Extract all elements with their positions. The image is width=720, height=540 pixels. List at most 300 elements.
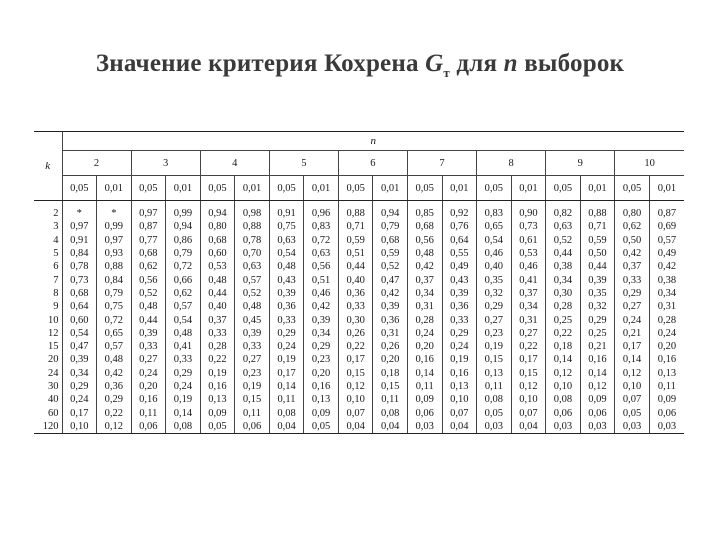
- table-cell: 0,48: [166, 327, 201, 340]
- table-cell: 0,29: [442, 327, 477, 340]
- table-cell: 0,13: [442, 380, 477, 393]
- table-cell: 0,42: [649, 260, 684, 273]
- table-cell: 0,40: [200, 300, 235, 313]
- table-cell: 0,48: [235, 300, 270, 313]
- table-cell: 0,91: [62, 234, 97, 247]
- table-cell: 0,29: [615, 287, 650, 300]
- n-value-header: 5: [269, 151, 338, 176]
- table-cell: 0,16: [442, 367, 477, 380]
- table-cell: 0,63: [546, 220, 581, 233]
- k-value: 5: [53, 248, 59, 260]
- table-cell: 0,57: [97, 340, 132, 353]
- k-value: 6: [53, 261, 59, 273]
- k-value: 120: [34, 420, 62, 434]
- table-cell: 0,19: [200, 367, 235, 380]
- alpha-header: 0,05: [338, 176, 373, 201]
- table-cell: 0,24: [62, 393, 97, 406]
- title-g-subscript: т: [443, 65, 450, 80]
- table-cell: 0,92: [442, 207, 477, 220]
- table-cell: 0,04: [511, 420, 546, 434]
- table-cell: 0,30: [546, 287, 581, 300]
- table-cell: 0,39: [235, 327, 270, 340]
- table-cell: 0,15: [338, 367, 373, 380]
- table-cell: 0,87: [131, 220, 166, 233]
- table-cell: 0,63: [304, 247, 339, 260]
- table-cell: 0,24: [131, 367, 166, 380]
- table-cell: 0,22: [338, 340, 373, 353]
- table-cell: 0,28: [200, 340, 235, 353]
- table-cell: 0,13: [304, 393, 339, 406]
- table-cell: 0,06: [649, 406, 684, 419]
- table-cell: 0,36: [373, 313, 408, 326]
- table-cell: 0,75: [97, 300, 132, 313]
- table-cell: 0,59: [580, 234, 615, 247]
- table-cell: 0,16: [580, 353, 615, 366]
- table-cell: 0,87: [649, 207, 684, 220]
- table-cell: 0,62: [166, 287, 201, 300]
- table-cell: 0,70: [235, 247, 270, 260]
- table-cell: 0,08: [373, 406, 408, 419]
- table-cell: 0,31: [511, 313, 546, 326]
- alpha-header: 0,01: [511, 176, 546, 201]
- table-cell: 0,24: [269, 340, 304, 353]
- table-row: [34, 327, 684, 340]
- table-cell: 0,97: [62, 220, 97, 233]
- table-cell: 0,38: [546, 260, 581, 273]
- k-value: 40: [48, 394, 59, 406]
- table-cell: 0,06: [235, 420, 270, 434]
- table-cell: 0,03: [407, 420, 442, 434]
- table-cell: 0,73: [62, 273, 97, 286]
- table-row: [34, 353, 684, 366]
- table-cell: 0,03: [649, 420, 684, 434]
- table-cell: 0,51: [304, 273, 339, 286]
- table-cell: 0,83: [304, 220, 339, 233]
- table-cell: 0,37: [407, 273, 442, 286]
- table-cell: 0,49: [649, 247, 684, 260]
- cochran-table: [34, 131, 684, 434]
- table-cell: 0,47: [373, 273, 408, 286]
- table-row: [34, 340, 684, 353]
- table-cell: 0,39: [580, 273, 615, 286]
- table-cell: 0,19: [477, 340, 512, 353]
- table-cell: 0,65: [97, 327, 132, 340]
- table-cell: 0,27: [477, 313, 512, 326]
- table-cell: 0,82: [546, 207, 581, 220]
- table-cell: 0,57: [166, 300, 201, 313]
- k-header: k: [34, 132, 62, 201]
- table-cell: 0,90: [511, 207, 546, 220]
- table-cell: 0,06: [131, 420, 166, 434]
- alpha-header: 0,05: [269, 176, 304, 201]
- table-cell: 0,23: [477, 327, 512, 340]
- table-row: [34, 247, 684, 260]
- alpha-header: 0,01: [166, 176, 201, 201]
- table-cell: 0,16: [304, 380, 339, 393]
- table-cell: 0,25: [546, 313, 581, 326]
- alpha-header: 0,01: [97, 176, 132, 201]
- table-cell: 0,79: [97, 287, 132, 300]
- table-cell: 0,16: [200, 380, 235, 393]
- table-cell: 0,72: [97, 313, 132, 326]
- table-cell: 0,33: [166, 353, 201, 366]
- n-header: n: [62, 132, 684, 151]
- alpha-header: 0,05: [477, 176, 512, 201]
- table-cell: 0,10: [442, 393, 477, 406]
- table-cell: 0,14: [546, 353, 581, 366]
- table-cell: *: [97, 207, 132, 220]
- table-cell: 0,39: [269, 287, 304, 300]
- table-cell: 0,03: [546, 420, 581, 434]
- table-cell: 0,32: [477, 287, 512, 300]
- table-cell: 0,14: [407, 367, 442, 380]
- table-cell: 0,86: [166, 234, 201, 247]
- table-cell: 0,34: [649, 287, 684, 300]
- k-value: 15: [48, 341, 59, 353]
- table-cell: 0,12: [580, 380, 615, 393]
- page-title: [0, 50, 720, 81]
- table-cell: 0,10: [62, 420, 97, 434]
- table-cell: 0,94: [373, 207, 408, 220]
- table-cell: 0,24: [615, 313, 650, 326]
- table-cell: 0,34: [407, 287, 442, 300]
- table-cell: 0,37: [200, 313, 235, 326]
- table-row: [34, 260, 684, 273]
- table-cell: 0,88: [235, 220, 270, 233]
- table-cell: 0,20: [373, 353, 408, 366]
- table-cell: 0,14: [580, 367, 615, 380]
- table-cell: 0,29: [304, 340, 339, 353]
- table-cell: 0,54: [166, 313, 201, 326]
- table-cell: 0,35: [580, 287, 615, 300]
- table-row: [34, 220, 684, 233]
- table-cell: 0,31: [649, 300, 684, 313]
- k-value: 4: [53, 234, 59, 246]
- table-cell: 0,16: [649, 353, 684, 366]
- table-cell: 0,22: [200, 353, 235, 366]
- table-cell: 0,50: [580, 247, 615, 260]
- table-cell: 0,29: [580, 313, 615, 326]
- table-cell: 0,29: [477, 300, 512, 313]
- table-cell: 0,83: [477, 207, 512, 220]
- table-cell: 0,79: [373, 220, 408, 233]
- table-cell: 0,41: [511, 273, 546, 286]
- table-cell: 0,29: [97, 393, 132, 406]
- n-value-header: 8: [477, 151, 546, 176]
- table-cell: 0,22: [511, 340, 546, 353]
- table-cell: 0,24: [407, 327, 442, 340]
- k-value: 2: [53, 208, 59, 220]
- table-cell: 0,26: [338, 327, 373, 340]
- table-cell: 0,49: [442, 260, 477, 273]
- table-cell: 0,31: [407, 300, 442, 313]
- table-cell: 0,09: [200, 406, 235, 419]
- table-cell: 0,11: [649, 380, 684, 393]
- table-cell: 0,25: [580, 327, 615, 340]
- table-cell: 0,72: [304, 234, 339, 247]
- table-row: [34, 420, 684, 434]
- table-cell: 0,40: [338, 273, 373, 286]
- table-cell: 0,11: [269, 393, 304, 406]
- table-cell: 0,07: [338, 406, 373, 419]
- table-cell: 0,06: [546, 406, 581, 419]
- table-cell: 0,63: [235, 260, 270, 273]
- title-prefix: Значение критерия Кохрена: [95, 50, 426, 77]
- table-cell: 0,20: [407, 340, 442, 353]
- table-cell: 0,09: [580, 393, 615, 406]
- table-cell: 0,77: [131, 234, 166, 247]
- table-row: [34, 207, 684, 220]
- table-cell: 0,09: [407, 393, 442, 406]
- table-cell: 0,68: [373, 234, 408, 247]
- table-cell: 0,37: [511, 287, 546, 300]
- table-cell: 0,97: [97, 234, 132, 247]
- table-cell: 0,88: [97, 260, 132, 273]
- table-cell: 0,56: [407, 234, 442, 247]
- table-cell: 0,26: [373, 340, 408, 353]
- header-row-n: [34, 132, 684, 151]
- k-value: 24: [48, 367, 59, 379]
- table-cell: 0,52: [235, 287, 270, 300]
- table-cell: 0,47: [62, 340, 97, 353]
- table-cell: 0,48: [97, 353, 132, 366]
- table-cell: 0,28: [407, 313, 442, 326]
- table-row: [34, 406, 684, 419]
- table-cell: 0,03: [477, 420, 512, 434]
- table-cell: 0,78: [235, 234, 270, 247]
- table-cell: 0,44: [200, 287, 235, 300]
- table-cell: 0,94: [200, 207, 235, 220]
- table-cell: 0,14: [166, 406, 201, 419]
- alpha-header: 0,05: [407, 176, 442, 201]
- title-suffix-pre: для: [449, 50, 504, 77]
- table-cell: 0,80: [615, 207, 650, 220]
- table-cell: 0,17: [615, 340, 650, 353]
- table-cell: 0,15: [235, 393, 270, 406]
- table-cell: 0,54: [477, 234, 512, 247]
- table-cell: 0,18: [546, 340, 581, 353]
- table-cell: 0,19: [166, 393, 201, 406]
- k-value: 8: [53, 287, 59, 299]
- table-cell: 0,18: [373, 367, 408, 380]
- table-cell: 0,59: [373, 247, 408, 260]
- table-cell: 0,33: [338, 300, 373, 313]
- table-row: [34, 380, 684, 393]
- alpha-header: 0,01: [235, 176, 270, 201]
- table-cell: 0,96: [304, 207, 339, 220]
- table-cell: 0,60: [62, 313, 97, 326]
- table-cell: 0,33: [200, 327, 235, 340]
- table-cell: 0,60: [200, 247, 235, 260]
- table-cell: 0,11: [235, 406, 270, 419]
- alpha-header: 0,05: [200, 176, 235, 201]
- table-cell: 0,27: [511, 327, 546, 340]
- table-cell: 0,27: [615, 300, 650, 313]
- table-cell: 0,48: [269, 260, 304, 273]
- table-cell: 0,42: [304, 300, 339, 313]
- table-cell: 0,36: [338, 287, 373, 300]
- table-cell: 0,41: [166, 340, 201, 353]
- table-cell: 0,46: [511, 260, 546, 273]
- table-cell: 0,24: [442, 340, 477, 353]
- table-row: [34, 300, 684, 313]
- table-cell: 0,61: [511, 234, 546, 247]
- table-cell: 0,15: [511, 367, 546, 380]
- table-cell: 0,44: [338, 260, 373, 273]
- table-cell: 0,39: [373, 300, 408, 313]
- table-cell: 0,07: [615, 393, 650, 406]
- table-cell: 0,63: [269, 234, 304, 247]
- table-cell: 0,62: [131, 260, 166, 273]
- table-cell: 0,08: [477, 393, 512, 406]
- table-cell: 0,29: [269, 327, 304, 340]
- table-cell: 0,11: [131, 406, 166, 419]
- table-cell: 0,05: [304, 420, 339, 434]
- table-cell: 0,73: [511, 220, 546, 233]
- table-cell: 0,12: [546, 367, 581, 380]
- table-cell: 0,45: [235, 313, 270, 326]
- table-cell: 0,21: [615, 327, 650, 340]
- table-cell: 0,10: [338, 393, 373, 406]
- table-cell: 0,09: [304, 406, 339, 419]
- table-cell: 0,17: [269, 367, 304, 380]
- header-row-n-values: [34, 151, 684, 176]
- table-cell: 0,85: [407, 207, 442, 220]
- n-value-header: 6: [338, 151, 407, 176]
- table-cell: 0,20: [649, 340, 684, 353]
- table-cell: 0,54: [269, 247, 304, 260]
- table-cell: 0,42: [97, 367, 132, 380]
- table-cell: 0,15: [373, 380, 408, 393]
- k-value: 9: [53, 301, 59, 313]
- table-cell: 0,71: [580, 220, 615, 233]
- n-value-header: 4: [200, 151, 269, 176]
- table-cell: 0,09: [649, 393, 684, 406]
- table-cell: 0,07: [511, 406, 546, 419]
- table-cell: 0,53: [200, 260, 235, 273]
- table-cell: 0,39: [131, 327, 166, 340]
- table-cell: 0,75: [269, 220, 304, 233]
- k-value: 30: [48, 381, 59, 392]
- table-cell: 0,46: [477, 247, 512, 260]
- alpha-header: 0,01: [373, 176, 408, 201]
- table-cell: 0,28: [546, 300, 581, 313]
- table-cell: 0,48: [407, 247, 442, 260]
- table-cell: 0,03: [615, 420, 650, 434]
- alpha-header: 0,01: [442, 176, 477, 201]
- table-cell: 0,68: [407, 220, 442, 233]
- table-row: [34, 287, 684, 300]
- table-cell: 0,17: [511, 353, 546, 366]
- n-value-header: 2: [62, 151, 131, 176]
- table-cell: 0,80: [200, 220, 235, 233]
- table-cell: 0,17: [62, 406, 97, 419]
- table-cell: 0,36: [442, 300, 477, 313]
- alpha-header: 0,01: [304, 176, 339, 201]
- table-cell: 0,35: [477, 273, 512, 286]
- table-cell: 0,22: [97, 406, 132, 419]
- table-cell: 0,34: [62, 367, 97, 380]
- table-cell: 0,34: [511, 300, 546, 313]
- table-cell: 0,06: [580, 406, 615, 419]
- table-cell: 0,27: [131, 353, 166, 366]
- table-cell: 0,52: [131, 287, 166, 300]
- table-cell: 0,04: [269, 420, 304, 434]
- table-row: [34, 313, 684, 326]
- table-cell: 0,68: [62, 287, 97, 300]
- table-cell: 0,72: [166, 260, 201, 273]
- table-cell: *: [62, 207, 97, 220]
- table-cell: 0,11: [477, 380, 512, 393]
- table-cell: 0,03: [580, 420, 615, 434]
- alpha-header: 0,05: [62, 176, 97, 201]
- table-cell: 0,56: [131, 273, 166, 286]
- table-cell: 0,33: [269, 313, 304, 326]
- table-cell: 0,28: [649, 313, 684, 326]
- table-cell: 0,23: [304, 353, 339, 366]
- table-cell: 0,15: [477, 353, 512, 366]
- title-g-symbol: G: [425, 50, 444, 77]
- table-cell: 0,50: [615, 234, 650, 247]
- table-cell: 0,12: [511, 380, 546, 393]
- n-value-header: 9: [546, 151, 615, 176]
- table-cell: 0,05: [200, 420, 235, 434]
- table-cell: 0,84: [97, 273, 132, 286]
- title-suffix-post: выборок: [517, 50, 625, 77]
- table-cell: 0,19: [442, 353, 477, 366]
- table-cell: 0,57: [649, 234, 684, 247]
- table-cell: 0,78: [62, 260, 97, 273]
- table-cell: 0,24: [166, 380, 201, 393]
- n-value-header: 10: [615, 151, 684, 176]
- table-cell: 0,19: [269, 353, 304, 366]
- k-value: 10: [48, 314, 59, 326]
- table-cell: 0,44: [580, 260, 615, 273]
- table-cell: 0,13: [649, 367, 684, 380]
- table-cell: 0,10: [615, 380, 650, 393]
- table-cell: 0,48: [131, 300, 166, 313]
- table-cell: 0,43: [269, 273, 304, 286]
- table-cell: 0,46: [304, 287, 339, 300]
- table-cell: 0,36: [97, 380, 132, 393]
- table-cell: 0,42: [373, 287, 408, 300]
- k-value: 7: [53, 274, 59, 286]
- table-cell: 0,33: [235, 340, 270, 353]
- table-cell: 0,33: [442, 313, 477, 326]
- table-cell: 0,64: [442, 234, 477, 247]
- table-cell: 0,66: [166, 273, 201, 286]
- table-cell: 0,34: [546, 273, 581, 286]
- table-cell: 0,94: [166, 220, 201, 233]
- table-cell: 0,23: [235, 367, 270, 380]
- table-cell: 0,24: [649, 327, 684, 340]
- table-cell: 0,65: [477, 220, 512, 233]
- title-n-symbol: n: [503, 50, 518, 77]
- table-cell: 0,34: [304, 327, 339, 340]
- table-cell: 0,11: [407, 380, 442, 393]
- table-cell: 0,88: [338, 207, 373, 220]
- table-cell: 0,12: [338, 380, 373, 393]
- table-cell: 0,69: [649, 220, 684, 233]
- alpha-header: 0,05: [131, 176, 166, 201]
- table-cell: 0,97: [131, 207, 166, 220]
- n-value-header: 7: [407, 151, 476, 176]
- table-cell: 0,10: [511, 393, 546, 406]
- k-value: 3: [53, 221, 59, 233]
- table-cell: 0,04: [442, 420, 477, 434]
- table-cell: 0,05: [477, 406, 512, 419]
- table-row: [34, 234, 684, 247]
